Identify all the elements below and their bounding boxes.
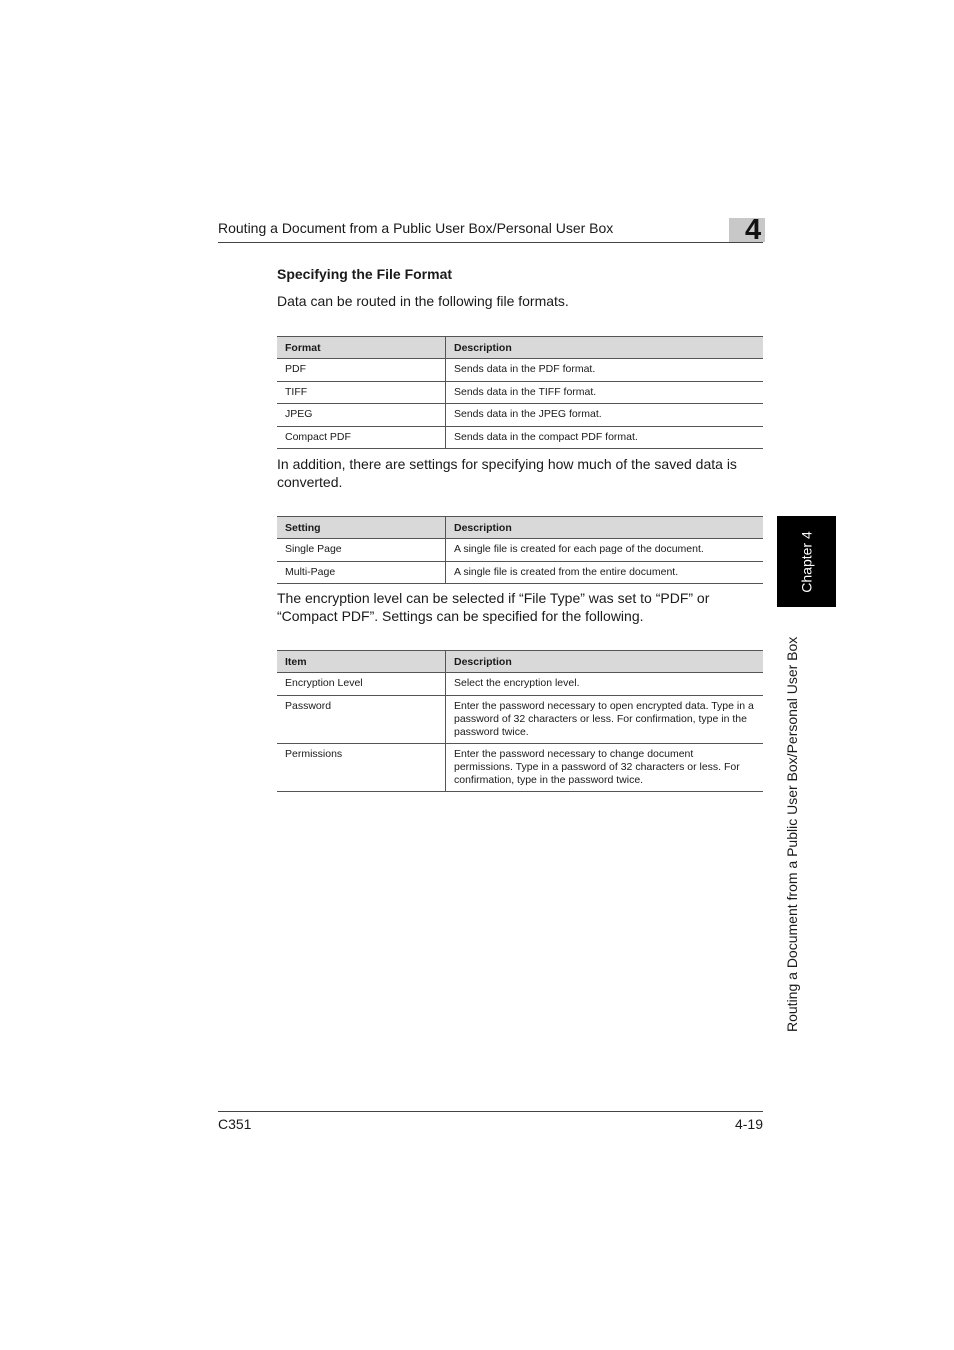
table-cell: Select the encryption level. xyxy=(446,673,764,696)
table-row xyxy=(277,561,763,584)
settings-paragraph: In addition, there are settings for specifying how much of the saved data is converted. xyxy=(277,456,737,490)
table-row xyxy=(277,426,763,449)
table-header-row xyxy=(277,337,763,359)
section-title: Specifying the File Format xyxy=(277,266,453,282)
table-cell: Compact PDF xyxy=(277,426,446,449)
table-cell: Sends data in the JPEG format. xyxy=(446,404,764,427)
column-header: Format xyxy=(277,337,446,359)
table-cell: Sends data in the TIFF format. xyxy=(446,381,764,404)
table-cell: A single file is created from the entire document. xyxy=(446,561,764,584)
chapter-side-tab-label: Chapter 4 xyxy=(798,530,815,593)
table-cell: Permissions xyxy=(277,743,446,791)
footer-rule xyxy=(218,1111,763,1112)
table-row xyxy=(277,404,763,427)
table-cell: Enter the password necessary to change document permissions. Type in a password of 32 characters or less. For confirmation, type in the password twice. xyxy=(446,743,764,791)
table-row xyxy=(277,359,763,382)
chapter-side-tab-label-wrap xyxy=(777,516,836,607)
footer-model: C351 xyxy=(218,1116,252,1132)
items-table xyxy=(277,650,763,792)
table-cell: Password xyxy=(277,695,446,743)
header-title: Routing a Document from a Public User Box/Personal User Box xyxy=(218,220,614,236)
column-header: Setting xyxy=(277,517,446,539)
table-cell: Multi-Page xyxy=(277,561,446,584)
table-row xyxy=(277,673,763,696)
table-cell: Single Page xyxy=(277,539,446,562)
header-rule xyxy=(218,242,763,243)
formats-table xyxy=(277,336,763,449)
table-row xyxy=(277,695,763,743)
intro-paragraph: Data can be routed in the following file formats. xyxy=(277,293,569,309)
chapter-number: 4 xyxy=(745,214,762,246)
column-header: Description xyxy=(446,337,764,359)
settings-table xyxy=(277,516,763,584)
encryption-paragraph: The encryption level can be selected if “File Type” was set to “PDF” or “Compact PDF”. Settings can be specified for the following. xyxy=(277,590,710,624)
table-row xyxy=(277,539,763,562)
table-row xyxy=(277,381,763,404)
table-header-row xyxy=(277,651,763,673)
table-cell: PDF xyxy=(277,359,446,382)
table-cell: TIFF xyxy=(277,381,446,404)
table-cell: Sends data in the PDF format. xyxy=(446,359,764,382)
column-header: Description xyxy=(446,651,764,673)
side-running-title: Routing a Document from a Public User Box/Personal User Box xyxy=(784,636,800,1032)
table-cell: Enter the password necessary to open encrypted data. Type in a password of 32 characters or less. For confirmation, type in the password twice. xyxy=(446,695,764,743)
footer-page-number: 4-19 xyxy=(734,1116,763,1132)
table-header-row xyxy=(277,517,763,539)
column-header: Description xyxy=(446,517,764,539)
table-row xyxy=(277,743,763,791)
table-cell: Encryption Level xyxy=(277,673,446,696)
column-header: Item xyxy=(277,651,446,673)
table-cell: JPEG xyxy=(277,404,446,427)
table-cell: A single file is created for each page of the document. xyxy=(446,539,764,562)
table-cell: Sends data in the compact PDF format. xyxy=(446,426,764,449)
